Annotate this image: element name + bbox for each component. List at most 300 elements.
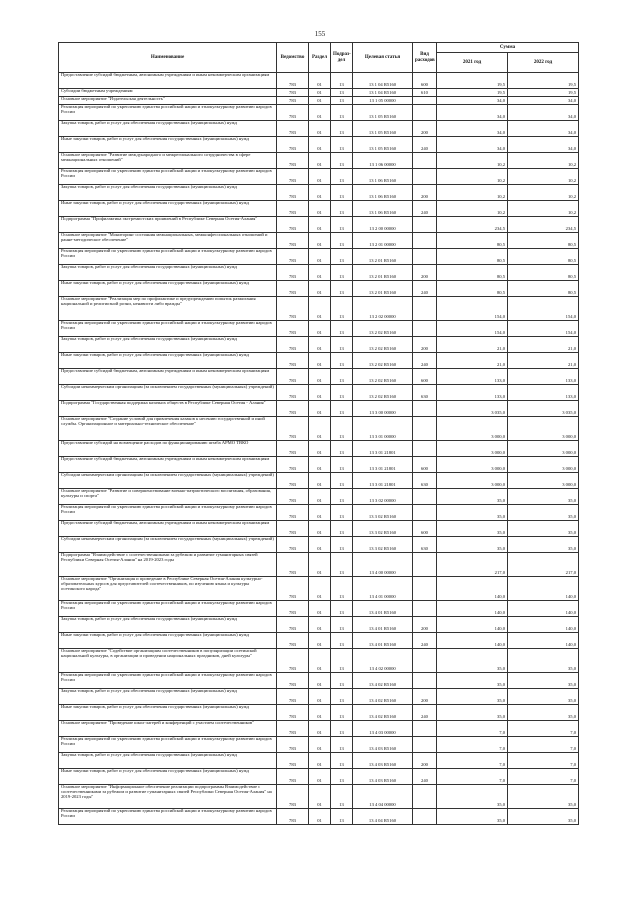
- row-subsection: 13: [331, 265, 353, 281]
- header-sum: Сумма: [437, 43, 579, 53]
- table-row: [59, 417, 579, 441]
- row-section: 01: [309, 785, 331, 809]
- row-target: 13 2 01 00000: [353, 233, 413, 249]
- row-value-2021: 21,0: [437, 353, 508, 369]
- row-target: 13 1 06 R5160: [353, 185, 413, 201]
- row-department: 783: [277, 505, 309, 521]
- row-subsection: 13: [331, 121, 353, 137]
- row-target: 13 4 03 00000: [353, 721, 413, 737]
- row-department: 783: [277, 73, 309, 89]
- row-value-2021: 140,0: [437, 633, 508, 649]
- table-row: [59, 489, 579, 505]
- row-subsection: 13: [331, 769, 353, 785]
- row-section: 01: [309, 633, 331, 649]
- budget-table: [58, 42, 579, 825]
- row-section: 01: [309, 217, 331, 233]
- row-target: 13 4 01 R5160: [353, 633, 413, 649]
- row-value-2022: 10,2: [508, 169, 579, 185]
- row-expense-type: [413, 601, 437, 617]
- row-department: 783: [277, 441, 309, 457]
- row-expense-type: 630: [413, 385, 437, 401]
- row-target: 13 4 01 R5160: [353, 601, 413, 617]
- row-subsection: 13: [331, 385, 353, 401]
- row-target: 13 1 04 R5160: [353, 89, 413, 97]
- row-expense-type: [413, 505, 437, 521]
- row-target: 13 3 02 R5160: [353, 521, 413, 537]
- row-subsection: 13: [331, 105, 353, 121]
- table-row: [59, 369, 579, 385]
- row-section: 01: [309, 89, 331, 97]
- row-name: Подпрограмма "Профилактика экстремистских проявлений в Республике Северная Осетия-Алания": [59, 217, 277, 233]
- row-target: 13 1 06 R5160: [353, 201, 413, 217]
- row-section: 01: [309, 649, 331, 673]
- row-value-2022: 80,5: [508, 281, 579, 297]
- row-value-2022: 34,0: [508, 121, 579, 137]
- table-row: [59, 201, 579, 217]
- row-target: 13 2 01 R5160: [353, 249, 413, 265]
- row-expense-type: [413, 553, 437, 577]
- table-row: [59, 281, 579, 297]
- row-department: 783: [277, 617, 309, 633]
- row-name: Иные закупки товаров, работ и услуг для обеспечения государственных (муниципальных) нужд: [59, 705, 277, 721]
- row-value-2022: 35,0: [508, 505, 579, 521]
- row-value-2021: 35,0: [437, 673, 508, 689]
- row-department: 783: [277, 521, 309, 537]
- row-subsection: 13: [331, 73, 353, 89]
- row-target: 13 4 03 R5160: [353, 737, 413, 753]
- row-value-2021: 34,0: [437, 97, 508, 105]
- row-department: 783: [277, 89, 309, 97]
- row-subsection: 13: [331, 97, 353, 105]
- row-target: 13 4 04 R5160: [353, 809, 413, 825]
- row-target: 13 4 02 R5160: [353, 673, 413, 689]
- row-value-2021: 7,0: [437, 753, 508, 769]
- row-subsection: 13: [331, 473, 353, 489]
- row-section: 01: [309, 737, 331, 753]
- row-name: Реализация мероприятий по укреплению единства российской нации и этнокультурному развитию народов России: [59, 673, 277, 689]
- table-row: [59, 89, 579, 97]
- row-value-2021: 3 035,0: [437, 401, 508, 417]
- row-section: 01: [309, 753, 331, 769]
- table-row: [59, 521, 579, 537]
- row-target: 13 4 03 R5160: [353, 769, 413, 785]
- row-section: 01: [309, 353, 331, 369]
- header-name: Наименование: [59, 43, 277, 73]
- table-row: [59, 601, 579, 617]
- table-row: [59, 297, 579, 321]
- row-name: Предоставление субсидий бюджетным, автономным учреждениям и иным некоммерческим организациям: [59, 521, 277, 537]
- row-target: 13 3 02 00000: [353, 489, 413, 505]
- row-value-2021: 35,0: [437, 649, 508, 673]
- row-value-2022: 21,0: [508, 353, 579, 369]
- row-value-2022: 80,5: [508, 249, 579, 265]
- row-value-2022: 34,0: [508, 97, 579, 105]
- row-target: 13 1 05 R5160: [353, 121, 413, 137]
- row-value-2021: 34,0: [437, 121, 508, 137]
- row-expense-type: [413, 249, 437, 265]
- row-section: 01: [309, 97, 331, 105]
- row-expense-type: 630: [413, 473, 437, 489]
- row-value-2022: 35,0: [508, 521, 579, 537]
- table-row: [59, 441, 579, 457]
- row-value-2021: 34,0: [437, 137, 508, 153]
- row-target: 13 4 02 R5160: [353, 689, 413, 705]
- row-name: Закупка товаров, работ и услуг для обеспечения государственных (муниципальных) нужд: [59, 265, 277, 281]
- row-section: 01: [309, 577, 331, 601]
- row-target: 13 2 01 R5160: [353, 281, 413, 297]
- table-row: [59, 753, 579, 769]
- row-section: 01: [309, 121, 331, 137]
- table-body: [59, 73, 579, 825]
- row-value-2021: 35,0: [437, 505, 508, 521]
- row-subsection: 13: [331, 721, 353, 737]
- row-subsection: 13: [331, 201, 353, 217]
- table-row: [59, 473, 579, 489]
- row-expense-type: [413, 721, 437, 737]
- row-value-2022: 3 000,0: [508, 457, 579, 473]
- row-target: 13 1 06 R5160: [353, 169, 413, 185]
- row-target: 13 1 05 00000: [353, 97, 413, 105]
- row-subsection: 13: [331, 705, 353, 721]
- table-row: [59, 505, 579, 521]
- row-department: 783: [277, 689, 309, 705]
- row-expense-type: 200: [413, 121, 437, 137]
- row-value-2022: 19,5: [508, 73, 579, 89]
- row-value-2022: 140,0: [508, 617, 579, 633]
- row-name: Субсидии некоммерческим организациям (за исключением государственных (муниципальных) учреждений): [59, 537, 277, 553]
- row-value-2021: 10,2: [437, 153, 508, 169]
- row-value-2021: 19,5: [437, 73, 508, 89]
- row-department: 783: [277, 169, 309, 185]
- table-row: [59, 457, 579, 473]
- row-value-2022: 3 035,0: [508, 401, 579, 417]
- row-expense-type: [413, 489, 437, 505]
- row-target: 13 4 04 00000: [353, 785, 413, 809]
- row-value-2021: 19,5: [437, 89, 508, 97]
- table-row: [59, 97, 579, 105]
- row-value-2021: 140,0: [437, 577, 508, 601]
- row-value-2022: 3 000,0: [508, 417, 579, 441]
- row-target: 13 3 00 00000: [353, 401, 413, 417]
- row-section: 01: [309, 705, 331, 721]
- row-name: Основное мероприятие "Развитие международного и межрегионального сотрудничества в сфере межнациональных отношений": [59, 153, 277, 169]
- row-section: 01: [309, 201, 331, 217]
- table-row: [59, 249, 579, 265]
- row-department: 783: [277, 121, 309, 137]
- row-subsection: 13: [331, 737, 353, 753]
- row-value-2021: 35,0: [437, 537, 508, 553]
- row-department: 783: [277, 649, 309, 673]
- table-row: [59, 385, 579, 401]
- row-name: Основное мероприятие "Организация и проведение в Республике Северная Осетия-Алания культурно-образовательных курсов для представителей соотечественников, по изучению языка и культуры осетинского народа": [59, 577, 277, 601]
- row-expense-type: 200: [413, 337, 437, 353]
- row-department: 783: [277, 577, 309, 601]
- row-value-2022: 7,0: [508, 769, 579, 785]
- row-subsection: 13: [331, 809, 353, 825]
- header-2021: 2021 год: [437, 53, 508, 73]
- row-name: Субсидии некоммерческим организациям (за исключением государственных (муниципальных) учреждений): [59, 385, 277, 401]
- row-expense-type: 630: [413, 537, 437, 553]
- row-target: 13 3 01 21801: [353, 457, 413, 473]
- row-value-2022: 35,0: [508, 809, 579, 825]
- row-department: 783: [277, 769, 309, 785]
- table-row: [59, 169, 579, 185]
- row-value-2022: 234,5: [508, 217, 579, 233]
- row-department: 783: [277, 233, 309, 249]
- row-target: 13 1 04 R5160: [353, 73, 413, 89]
- row-value-2022: 140,0: [508, 601, 579, 617]
- row-department: 783: [277, 217, 309, 233]
- row-value-2021: 3 000,0: [437, 457, 508, 473]
- row-value-2022: 10,2: [508, 201, 579, 217]
- row-target: 13 3 01 21801: [353, 441, 413, 457]
- header-department: Ведомство: [277, 43, 309, 73]
- row-name: Субсидии некоммерческим организациям (за исключением государственных (муниципальных) учреждений): [59, 473, 277, 489]
- table-row: [59, 617, 579, 633]
- row-section: 01: [309, 385, 331, 401]
- row-name: Реализация мероприятий по укреплению единства российской нации и этнокультурному развитию народов России: [59, 169, 277, 185]
- row-section: 01: [309, 441, 331, 457]
- row-value-2022: 140,0: [508, 577, 579, 601]
- row-value-2021: 80,5: [437, 233, 508, 249]
- row-target: 13 4 00 00000: [353, 553, 413, 577]
- table-row: [59, 73, 579, 89]
- row-value-2022: 34,0: [508, 105, 579, 121]
- row-target: 13 2 02 R5160: [353, 353, 413, 369]
- row-expense-type: 200: [413, 753, 437, 769]
- row-department: 783: [277, 537, 309, 553]
- row-value-2022: 10,2: [508, 153, 579, 169]
- row-name: Основное мероприятие "Проведение школ-лагерей и конференций с участием соотечественников": [59, 721, 277, 737]
- row-section: 01: [309, 249, 331, 265]
- row-value-2022: 217,0: [508, 553, 579, 577]
- table-row: [59, 537, 579, 553]
- row-department: 783: [277, 705, 309, 721]
- row-section: 01: [309, 297, 331, 321]
- row-value-2022: 80,5: [508, 265, 579, 281]
- row-value-2021: 80,5: [437, 249, 508, 265]
- row-subsection: 13: [331, 689, 353, 705]
- row-value-2022: 35,0: [508, 489, 579, 505]
- row-value-2022: 21,0: [508, 337, 579, 353]
- row-subsection: 13: [331, 89, 353, 97]
- row-name: Предоставление субсидий на возмещение расходов по функционированию штаба АРМО ТВКО: [59, 441, 277, 457]
- row-section: 01: [309, 689, 331, 705]
- table-row: [59, 185, 579, 201]
- row-department: 783: [277, 265, 309, 281]
- row-name: Иные закупки товаров, работ и услуг для обеспечения государственных (муниципальных) нужд: [59, 769, 277, 785]
- row-name: Реализация мероприятий по укреплению единства российской нации и этнокультурному развитию народов России: [59, 809, 277, 825]
- row-subsection: 13: [331, 553, 353, 577]
- table-row: [59, 705, 579, 721]
- row-expense-type: 610: [413, 89, 437, 97]
- row-name: Реализация мероприятий по укреплению единства российской нации и этнокультурному развитию народов России: [59, 601, 277, 617]
- row-expense-type: [413, 321, 437, 337]
- row-subsection: 13: [331, 785, 353, 809]
- row-subsection: 13: [331, 489, 353, 505]
- row-subsection: 13: [331, 633, 353, 649]
- row-expense-type: 600: [413, 457, 437, 473]
- row-section: 01: [309, 337, 331, 353]
- row-target: 13 1 05 R5160: [353, 137, 413, 153]
- row-department: 783: [277, 553, 309, 577]
- row-name: Закупка товаров, работ и услуг для обеспечения государственных (муниципальных) нужд: [59, 185, 277, 201]
- row-expense-type: 200: [413, 689, 437, 705]
- table-row: [59, 673, 579, 689]
- row-name: Закупка товаров, работ и услуг для обеспечения государственных (муниципальных) нужд: [59, 689, 277, 705]
- row-section: 01: [309, 769, 331, 785]
- row-section: 01: [309, 169, 331, 185]
- row-value-2021: 154,0: [437, 297, 508, 321]
- row-expense-type: 240: [413, 705, 437, 721]
- row-subsection: 13: [331, 401, 353, 417]
- row-section: 01: [309, 553, 331, 577]
- row-target: 13 2 02 R5160: [353, 321, 413, 337]
- row-expense-type: [413, 217, 437, 233]
- row-subsection: 13: [331, 321, 353, 337]
- row-value-2021: 7,0: [437, 721, 508, 737]
- row-department: 783: [277, 721, 309, 737]
- row-department: 783: [277, 473, 309, 489]
- row-department: 783: [277, 753, 309, 769]
- table-row: [59, 105, 579, 121]
- row-subsection: 13: [331, 249, 353, 265]
- table-row: [59, 577, 579, 601]
- row-subsection: 13: [331, 233, 353, 249]
- table-row: [59, 809, 579, 825]
- row-department: 783: [277, 809, 309, 825]
- row-value-2021: 133,0: [437, 385, 508, 401]
- row-value-2021: 7,0: [437, 737, 508, 753]
- table-row: [59, 337, 579, 353]
- row-section: 01: [309, 137, 331, 153]
- row-section: 01: [309, 153, 331, 169]
- row-name: Предоставление субсидий бюджетным, автономным учреждениям и иным некоммерческим организациям: [59, 369, 277, 385]
- row-subsection: 13: [331, 153, 353, 169]
- row-name: Закупка товаров, работ и услуг для обеспечения государственных (муниципальных) нужд: [59, 121, 277, 137]
- header-section: Раздел: [309, 43, 331, 73]
- row-value-2022: 35,0: [508, 537, 579, 553]
- row-section: 01: [309, 505, 331, 521]
- row-expense-type: [413, 297, 437, 321]
- row-subsection: 13: [331, 753, 353, 769]
- row-section: 01: [309, 417, 331, 441]
- row-subsection: 13: [331, 217, 353, 233]
- row-subsection: 13: [331, 521, 353, 537]
- row-expense-type: [413, 105, 437, 121]
- row-section: 01: [309, 537, 331, 553]
- row-subsection: 13: [331, 601, 353, 617]
- row-value-2021: 3 000,0: [437, 441, 508, 457]
- table-row: [59, 233, 579, 249]
- row-target: 13 2 02 R5160: [353, 337, 413, 353]
- row-value-2021: 35,0: [437, 705, 508, 721]
- row-target: 13 4 01 R5160: [353, 617, 413, 633]
- row-value-2021: 10,2: [437, 185, 508, 201]
- row-value-2022: 10,2: [508, 185, 579, 201]
- row-value-2021: 10,2: [437, 169, 508, 185]
- row-expense-type: 200: [413, 185, 437, 201]
- row-section: 01: [309, 521, 331, 537]
- table-row: [59, 769, 579, 785]
- header-2022: 2022 год: [508, 53, 579, 73]
- table-row: [59, 353, 579, 369]
- row-expense-type: 240: [413, 201, 437, 217]
- row-value-2022: 154,0: [508, 321, 579, 337]
- row-value-2021: 35,0: [437, 785, 508, 809]
- row-expense-type: [413, 233, 437, 249]
- row-value-2021: 35,0: [437, 521, 508, 537]
- row-department: 783: [277, 785, 309, 809]
- row-section: 01: [309, 673, 331, 689]
- row-department: 783: [277, 281, 309, 297]
- row-expense-type: 200: [413, 265, 437, 281]
- row-section: 01: [309, 617, 331, 633]
- row-target: 13 4 01 00000: [353, 577, 413, 601]
- row-name: Закупка товаров, работ и услуг для обеспечения государственных (муниципальных) нужд: [59, 617, 277, 633]
- row-value-2022: 34,0: [508, 137, 579, 153]
- row-subsection: 13: [331, 337, 353, 353]
- row-name: Закупка товаров, работ и услуг для обеспечения государственных (муниципальных) нужд: [59, 337, 277, 353]
- row-value-2021: 21,0: [437, 337, 508, 353]
- row-section: 01: [309, 809, 331, 825]
- row-subsection: 13: [331, 505, 353, 521]
- row-department: 783: [277, 337, 309, 353]
- row-target: 13 4 02 R5160: [353, 705, 413, 721]
- row-name: Предоставление субсидий бюджетным, автономным учреждениям и иным некоммерческим организациям: [59, 73, 277, 89]
- row-expense-type: [413, 577, 437, 601]
- row-subsection: 13: [331, 353, 353, 369]
- row-department: 783: [277, 489, 309, 505]
- row-value-2021: 140,0: [437, 617, 508, 633]
- row-expense-type: [413, 441, 437, 457]
- row-target: 13 2 02 R5160: [353, 369, 413, 385]
- row-department: 783: [277, 153, 309, 169]
- row-subsection: 13: [331, 673, 353, 689]
- row-expense-type: 600: [413, 521, 437, 537]
- row-section: 01: [309, 401, 331, 417]
- row-name: Иные закупки товаров, работ и услуг для обеспечения государственных (муниципальных) нужд: [59, 137, 277, 153]
- row-value-2022: 80,5: [508, 233, 579, 249]
- row-value-2021: 34,0: [437, 105, 508, 121]
- row-name: Реализация мероприятий по укреплению единства российской нации и этнокультурному развитию народов России: [59, 105, 277, 121]
- row-value-2022: 35,0: [508, 673, 579, 689]
- page-number: 155: [314, 30, 326, 38]
- row-subsection: 13: [331, 137, 353, 153]
- row-name: Основное мероприятие "Издательская деятельность": [59, 97, 277, 105]
- row-subsection: 13: [331, 441, 353, 457]
- row-expense-type: 200: [413, 617, 437, 633]
- row-expense-type: [413, 809, 437, 825]
- header-subsection: Подраз-дел: [331, 43, 353, 73]
- row-section: 01: [309, 721, 331, 737]
- row-department: 783: [277, 633, 309, 649]
- table-row: [59, 265, 579, 281]
- row-department: 783: [277, 417, 309, 441]
- row-value-2021: 35,0: [437, 809, 508, 825]
- row-expense-type: 240: [413, 353, 437, 369]
- table-row: [59, 153, 579, 169]
- table-row: [59, 737, 579, 753]
- row-subsection: 13: [331, 169, 353, 185]
- row-name: Субсидии бюджетным учреждениям: [59, 89, 277, 97]
- table-row: [59, 553, 579, 577]
- row-value-2021: 3 000,0: [437, 473, 508, 489]
- row-section: 01: [309, 457, 331, 473]
- row-target: 13 4 03 R5160: [353, 753, 413, 769]
- row-department: 783: [277, 297, 309, 321]
- row-name: Основное мероприятие "Мониторинг состояния межнациональных, межконфессиональных отношений и ранне-методическое обеспечение": [59, 233, 277, 249]
